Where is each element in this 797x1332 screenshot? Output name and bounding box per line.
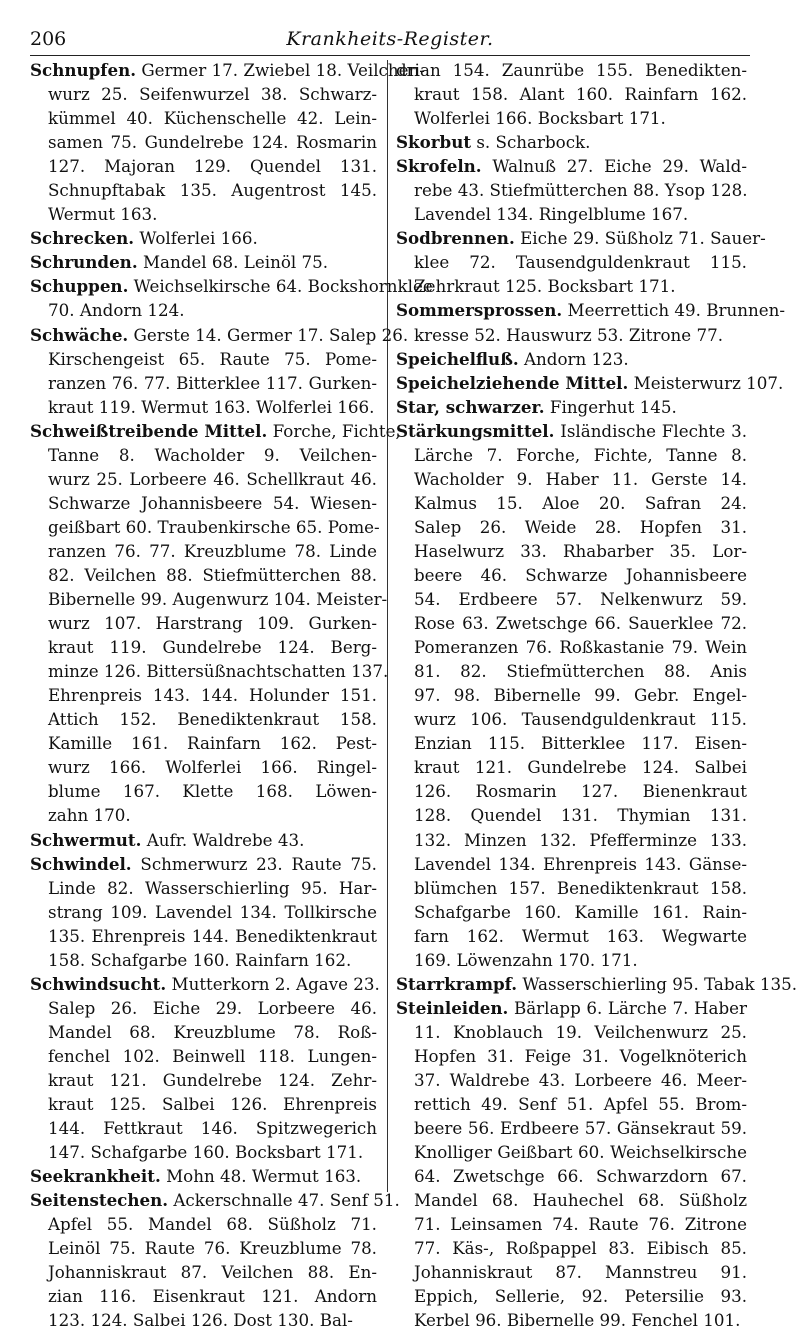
entry-headword: Schwindsucht. [30,973,167,994]
entry-continuation-line [30,779,377,803]
entry-text: 97. 98. Bibernelle 99. Gebr. Engel- [414,685,747,706]
entry-headword: Schweißtreibende Mittel. [30,420,268,441]
entry-headword: Seitenstechen. [30,1190,169,1211]
entry-text: wurz 106. Tausendguldenkraut 115. [414,709,747,730]
entry-first-line [396,371,784,395]
entry-text: farn 162. Wermut 163. Wegwarte [414,925,747,946]
entry-continuation-line [30,731,377,755]
entry-text: Ackerschnalle 47. Senf 51. [168,1190,400,1211]
entry-continuation-line [30,683,377,707]
entry-continuation-line [396,323,747,347]
page-number: 206 [30,28,67,50]
index-entry [396,58,747,130]
index-entry [30,419,401,828]
entry-text: beere 56. Erdbeere 57. Gänsekraut 59. [414,1118,747,1139]
entry-text: blume 167. Klette 168. Löwen- [48,781,377,802]
entry-first-line [396,996,747,1020]
entry-text: blümchen 157. Benediktenkraut 158. [414,877,747,898]
entry-continuation-line [30,178,377,202]
entry-text: Rose 63. Zwetschge 66. Sauerklee 72. [414,613,747,634]
index-entry [396,347,747,371]
entry-continuation-line [30,707,377,731]
entry-text: Forche, Fichte, [267,420,401,441]
entry-text: 77. Käs-, Roßpappel 83. Eibisch 85. [414,1238,747,1259]
entry-continuation-line [396,924,747,948]
entry-text: 64. Zwetschge 66. Schwarzdorn 67. [414,1166,747,1187]
entry-text: Bärlapp 6. Lärche 7. Haber [508,997,747,1018]
entry-continuation-line [396,611,747,635]
entry-text: beere 46. Schwarze Johannisbeere [414,564,747,585]
entry-text: 169. Löwenzahn 170. 171. [414,949,638,970]
entry-text: Schwarze Johannisbeere 54. Wiesen- [48,492,377,513]
entry-text: Wasserschierling 95. Tabak 135. [517,973,797,994]
entry-text: 11. Knoblauch 19. Veilchenwurz 25. [414,1021,747,1042]
entry-text: kümmel 40. Küchenschelle 42. Lein- [48,108,377,129]
entry-continuation-line [30,563,377,587]
entry-text: Salep 26. Eiche 29. Lorbeere 46. [48,997,377,1018]
entry-headword: Schuppen. [30,276,129,297]
index-entry [396,395,747,419]
entry-text: Lavendel 134. Ehrenpreis 143. Gänse- [414,853,747,874]
entry-first-line [396,419,747,443]
entry-text: Eiche 29. Süßholz 71. Sauer- [514,228,766,249]
entry-text: Wolferlei 166. Bocksbart 171. [414,108,666,129]
entry-text: Linde 82. Wasserschierling 95. Har- [48,877,377,898]
entry-continuation-line [30,1236,377,1260]
entry-continuation-line [396,515,747,539]
entry-continuation-line [396,106,747,130]
entry-continuation-line [396,731,747,755]
entry-continuation-line [30,1044,377,1068]
entry-first-line [30,250,377,274]
entry-continuation-line [30,130,377,154]
entry-continuation-line [396,587,747,611]
entry-text: zian 116. Eisenkraut 121. Andorn [48,1286,377,1307]
entry-continuation-line [30,1092,377,1116]
entry-first-line [30,274,433,298]
entry-text: Lärche 7. Forche, Fichte, Tanne 8. [414,444,747,465]
entry-text: Aufr. Waldrebe 43. [141,829,305,850]
entry-text: 128. Quendel 131. Thymian 131. [414,805,747,826]
entry-text: minze 126. Bittersüßnachtschatten 137. [48,661,389,682]
entry-text: Germer 17. Zwiebel 18. Veilchen- [136,60,425,80]
entry-text: kraut 121. Gundelrebe 124. Zehr- [48,1069,377,1090]
entry-first-line [396,226,766,250]
index-entry [30,972,380,1164]
entry-text: 54. Erdbeere 57. Nelkenwurz 59. [414,589,747,610]
index-entry [396,130,747,154]
entry-continuation-line [396,491,747,515]
entry-text: Haselwurz 33. Rhabarber 35. Lor- [414,540,747,561]
entry-continuation-line [30,876,377,900]
entry-text: Meerrettich 49. Brunnen- [562,300,785,321]
entry-text: Mohn 48. Wermut 163. [160,1166,362,1187]
entry-continuation-line [396,1260,747,1284]
entry-text: kraut 125. Salbei 126. Ehrenpreis [48,1094,377,1115]
entry-text: Schnupftabak 135. Augentrost 145. [48,180,377,201]
entry-headword: Star, schwarzer. [396,396,545,417]
entry-text: Mutterkorn 2. Agave 23. [166,973,380,994]
entry-text: zahn 170. [48,805,131,826]
entry-continuation-line [30,371,377,395]
entry-continuation-line [30,1284,377,1308]
entry-text: kraut 121. Gundelrebe 124. Salbei [414,757,747,778]
entry-continuation-line [30,467,377,491]
entry-continuation-line [396,707,747,731]
entry-continuation-line [396,1116,747,1140]
entry-continuation-line [30,395,377,419]
entry-continuation-line [30,611,377,635]
entry-continuation-line [396,467,747,491]
index-entry [396,419,747,972]
entry-first-line [30,1164,377,1188]
entry-text: Tanne 8. Wacholder 9. Veilchen- [48,444,377,465]
entry-text: Kirschengeist 65. Raute 75. Pome- [48,348,377,369]
entry-continuation-line [396,1284,747,1308]
index-entry [30,274,433,322]
entry-text: 135. Ehrenpreis 144. Benediktenkraut [48,925,377,946]
entry-continuation-line [396,1308,747,1332]
entry-text: Mandel 68. Kreuzblume 78. Roß- [48,1021,377,1042]
entry-text: Wermut 163. [48,204,158,225]
entry-text: Mandel 68. Leinöl 75. [137,252,329,273]
entry-text: Isländische Flechte 3. [554,420,747,441]
index-entry [30,1164,377,1188]
entry-text: Lavendel 134. Ringelblume 167. [414,204,689,225]
entry-text: Apfel 55. Mandel 68. Süßholz 71. [48,1214,377,1235]
entry-text: 158. Schafgarbe 160. Rainfarn 162. [48,949,352,970]
entry-headword: Speichelziehende Mittel. [396,372,629,393]
entry-text: Gerste 14. Germer 17. Salep 26. [128,324,409,345]
page-header [30,28,750,54]
entry-text: Ehrenpreis 143. 144. Holunder 151. [48,685,377,706]
entry-continuation-line [396,828,747,852]
entry-text: Johanniskraut 87. Mannstreu 91. [414,1262,747,1283]
entry-first-line [30,323,409,347]
entry-continuation-line [30,106,377,130]
entry-text: Kalmus 15. Aloe 20. Safran 24. [414,492,747,513]
entry-continuation-line [396,178,747,202]
entry-text: wurz 166. Wolferlei 166. Ringel- [48,757,377,778]
entry-continuation-line [396,1020,747,1044]
entry-text: ranzen 76. 77. Kreuzblume 78. Linde [48,540,377,561]
entry-first-line [396,58,747,82]
entry-continuation-line [396,82,747,106]
entry-continuation-line [396,683,747,707]
entry-continuation-line [396,202,747,226]
entry-continuation-line [396,1212,747,1236]
entry-continuation-line [396,1164,747,1188]
entry-continuation-line [30,924,377,948]
entry-first-line [30,1188,400,1212]
entry-continuation-line [30,803,377,827]
entry-text: 71. Leinsamen 74. Raute 76. Zitrone [414,1214,747,1235]
entry-continuation-line [30,202,377,226]
entry-continuation-line [30,1140,377,1164]
entry-text: geißbart 60. Traubenkirsche 65. Pome- [48,516,380,537]
entry-text: Walnuß 27. Eiche 29. Wald- [481,156,747,177]
entry-text: 70. Andorn 124. [48,300,185,321]
entry-text: Wolferlei 166. [134,228,258,249]
entry-text: Pomeranzen 76. Roßkastanie 79. Wein [414,637,747,658]
entry-continuation-line [30,900,377,924]
entry-text: Leinöl 75. Raute 76. Kreuzblume 78. [48,1238,377,1259]
entry-text: samen 75. Gundelrebe 124. Rosmarin [48,132,377,153]
entry-text: wurz 107. Harstrang 109. Gurken- [48,613,377,634]
entry-first-line [30,828,377,852]
index-entry [30,828,377,852]
entry-text: Fingerhut 145. [544,396,677,417]
entry-text: 81. 82. Stiefmütterchen 88. Anis [414,661,747,682]
entry-first-line [30,419,401,443]
entry-text: Schafgarbe 160. Kamille 161. Rain- [414,901,747,922]
running-title: Krankheits-Register. [286,28,494,50]
entry-continuation-line [396,659,747,683]
entry-text: Attich 152. Benediktenkraut 158. [48,709,377,730]
entry-continuation-line [396,1092,747,1116]
entry-continuation-line [30,659,389,683]
entry-continuation-line [396,250,747,274]
entry-continuation-line [396,1140,747,1164]
index-entry [396,996,747,1332]
entry-headword: Seekrankheit. [30,1166,161,1187]
entry-text: 82. Veilchen 88. Stiefmütterchen 88. [48,564,377,585]
entry-headword: Schwermut. [30,829,142,850]
entry-text: Meisterwurz 107. [628,372,784,393]
entry-continuation-line [396,443,747,467]
entry-text: 127. Majoran 129. Quendel 131. [48,156,377,177]
header-rule [30,55,750,56]
entry-continuation-line [30,347,377,371]
entry-text: Andorn 123. [518,348,629,369]
entry-text: wurz 25. Lorbeere 46. Schellkraut 46. [48,468,377,489]
entry-continuation-line [30,154,377,178]
entry-continuation-line [396,1188,747,1212]
entry-first-line [30,852,377,876]
entry-text: rebe 43. Stiefmütterchen 88. Ysop 128. [414,180,748,201]
entry-continuation-line [30,755,377,779]
entry-text: rettich 49. Senf 51. Apfel 55. Brom- [414,1094,747,1115]
entry-continuation-line [30,948,377,972]
entry-headword: Schrunden. [30,252,138,273]
index-entry [396,298,785,346]
entry-text: Kamille 161. Rainfarn 162. Pest- [48,733,377,754]
entry-headword: Skrofeln. [396,156,482,177]
index-entry [30,323,409,419]
entry-continuation-line [396,274,747,298]
entry-text: s. Scharbock. [471,132,591,153]
entry-headword: Steinleiden. [396,997,509,1018]
entry-continuation-line [396,948,747,972]
entry-text: Salep 26. Weide 28. Hopfen 31. [414,516,747,537]
entry-text: Weichselkirsche 64. Bockshornklee [128,276,433,297]
entry-continuation-line [396,539,747,563]
entry-headword: Speichelfluß. [396,348,519,369]
entry-headword: Schnupfen. [30,60,137,80]
entry-first-line [396,130,747,154]
index-entry [396,371,784,395]
entry-text: ranzen 76. 77. Bitterklee 117. Gurken- [48,372,377,393]
entry-text: Hopfen 31. Feige 31. Vogelknöterich [414,1045,747,1066]
entry-text: Zehrkraut 125. Bocksbart 171. [414,276,676,297]
entry-continuation-line [396,852,747,876]
entry-continuation-line [30,1020,377,1044]
entry-continuation-line [30,82,377,106]
entry-text: Eppich, Sellerie, 92. Petersilie 93. [414,1286,747,1307]
entry-first-line [396,395,747,419]
entry-headword: Schwäche. [30,324,129,345]
entry-text: kraut 119. Wermut 163. Wolferlei 166. [48,396,375,417]
entry-headword: Schrecken. [30,228,135,249]
entry-continuation-line [30,515,380,539]
entry-headword: Stärkungsmittel. [396,420,555,441]
entry-headword: Skorbut [396,132,472,153]
index-entry [396,972,797,996]
entry-continuation-line [30,1260,377,1284]
index-column-left [30,58,433,1332]
index-entry [396,226,766,298]
column-divider [387,60,388,1192]
entry-text: 147. Schafgarbe 160. Bocksbart 171. [48,1142,364,1163]
index-entry [30,250,377,274]
entry-continuation-line [396,1236,747,1260]
entry-continuation-line [396,876,747,900]
entry-text: 132. Minzen 132. Pfefferminze 133. [414,829,747,850]
entry-continuation-line [30,1308,377,1332]
entry-continuation-line [30,1116,377,1140]
entry-continuation-line [30,443,377,467]
entry-text: Schmerwurz 23. Raute 75. [131,853,377,874]
entry-first-line [396,298,785,322]
index-entry [30,1188,400,1332]
entry-continuation-line [396,755,747,779]
entry-continuation-line [396,563,747,587]
index-entry [396,154,747,226]
entry-continuation-line [30,1212,377,1236]
entry-first-line [30,58,425,82]
entry-headword: Starrkrampf. [396,973,518,994]
entry-first-line [30,226,377,250]
entry-text: klee 72. Tausendguldenkraut 115. [414,252,747,273]
entry-text: wurz 25. Seifenwurzel 38. Schwarz- [48,84,377,105]
entry-text: 123. 124. Salbei 126. Dost 130. Bal- [48,1310,353,1331]
entry-text: Wacholder 9. Haber 11. Gerste 14. [414,468,747,489]
entry-continuation-line [396,1068,747,1092]
entry-first-line [396,154,747,178]
index-entry [30,226,377,250]
entry-text: Kerbel 96. Bibernelle 99. Fenchel 101. [414,1310,741,1331]
entry-continuation-line [396,803,747,827]
entry-continuation-line [396,779,747,803]
entry-text: kraut 158. Alant 160. Rainfarn 162. [414,84,747,105]
entry-headword: Sodbrennen. [396,228,515,249]
entry-continuation-line [30,491,377,515]
entry-text: Bibernelle 99. Augenwurz 104. Meister- [48,589,388,610]
index-column-right [396,58,797,1332]
entry-continuation-line [396,1044,747,1068]
entry-continuation-line [30,1068,377,1092]
index-entry [30,852,377,972]
entry-text: kraut 119. Gundelrebe 124. Berg- [48,637,377,658]
entry-first-line [396,347,747,371]
entry-continuation-line [396,635,747,659]
entry-first-line [396,972,797,996]
entry-text: drian 154. Zaunrübe 155. Benedikten- [396,60,747,80]
entry-text: kresse 52. Hauswurz 53. Zitrone 77. [414,324,724,345]
entry-continuation-line [30,996,377,1020]
entry-text: Mandel 68. Hauhechel 68. Süßholz [414,1190,747,1211]
entry-text: strang 109. Lavendel 134. Tollkirsche [48,901,377,922]
entry-continuation-line [30,587,388,611]
entry-continuation-line [396,900,747,924]
entry-text: Johanniskraut 87. Veilchen 88. En- [48,1262,377,1283]
entry-headword: Schwindel. [30,853,132,874]
entry-continuation-line [30,298,377,322]
entry-text: Enzian 115. Bitterklee 117. Eisen- [414,733,747,754]
entry-text: 144. Fettkraut 146. Spitzwegerich [48,1118,377,1139]
entry-text: 126. Rosmarin 127. Bienenkraut [414,781,747,802]
entry-text: Knolliger Geißbart 60. Weichselkirsche [414,1142,747,1163]
index-entry [30,58,425,226]
entry-continuation-line [30,539,377,563]
entry-continuation-line [30,635,377,659]
entry-headword: Sommersprossen. [396,300,563,321]
entry-first-line [30,972,380,996]
entry-text: 37. Waldrebe 43. Lorbeere 46. Meer- [414,1069,747,1090]
entry-text: fenchel 102. Beinwell 118. Lungen- [48,1045,377,1066]
